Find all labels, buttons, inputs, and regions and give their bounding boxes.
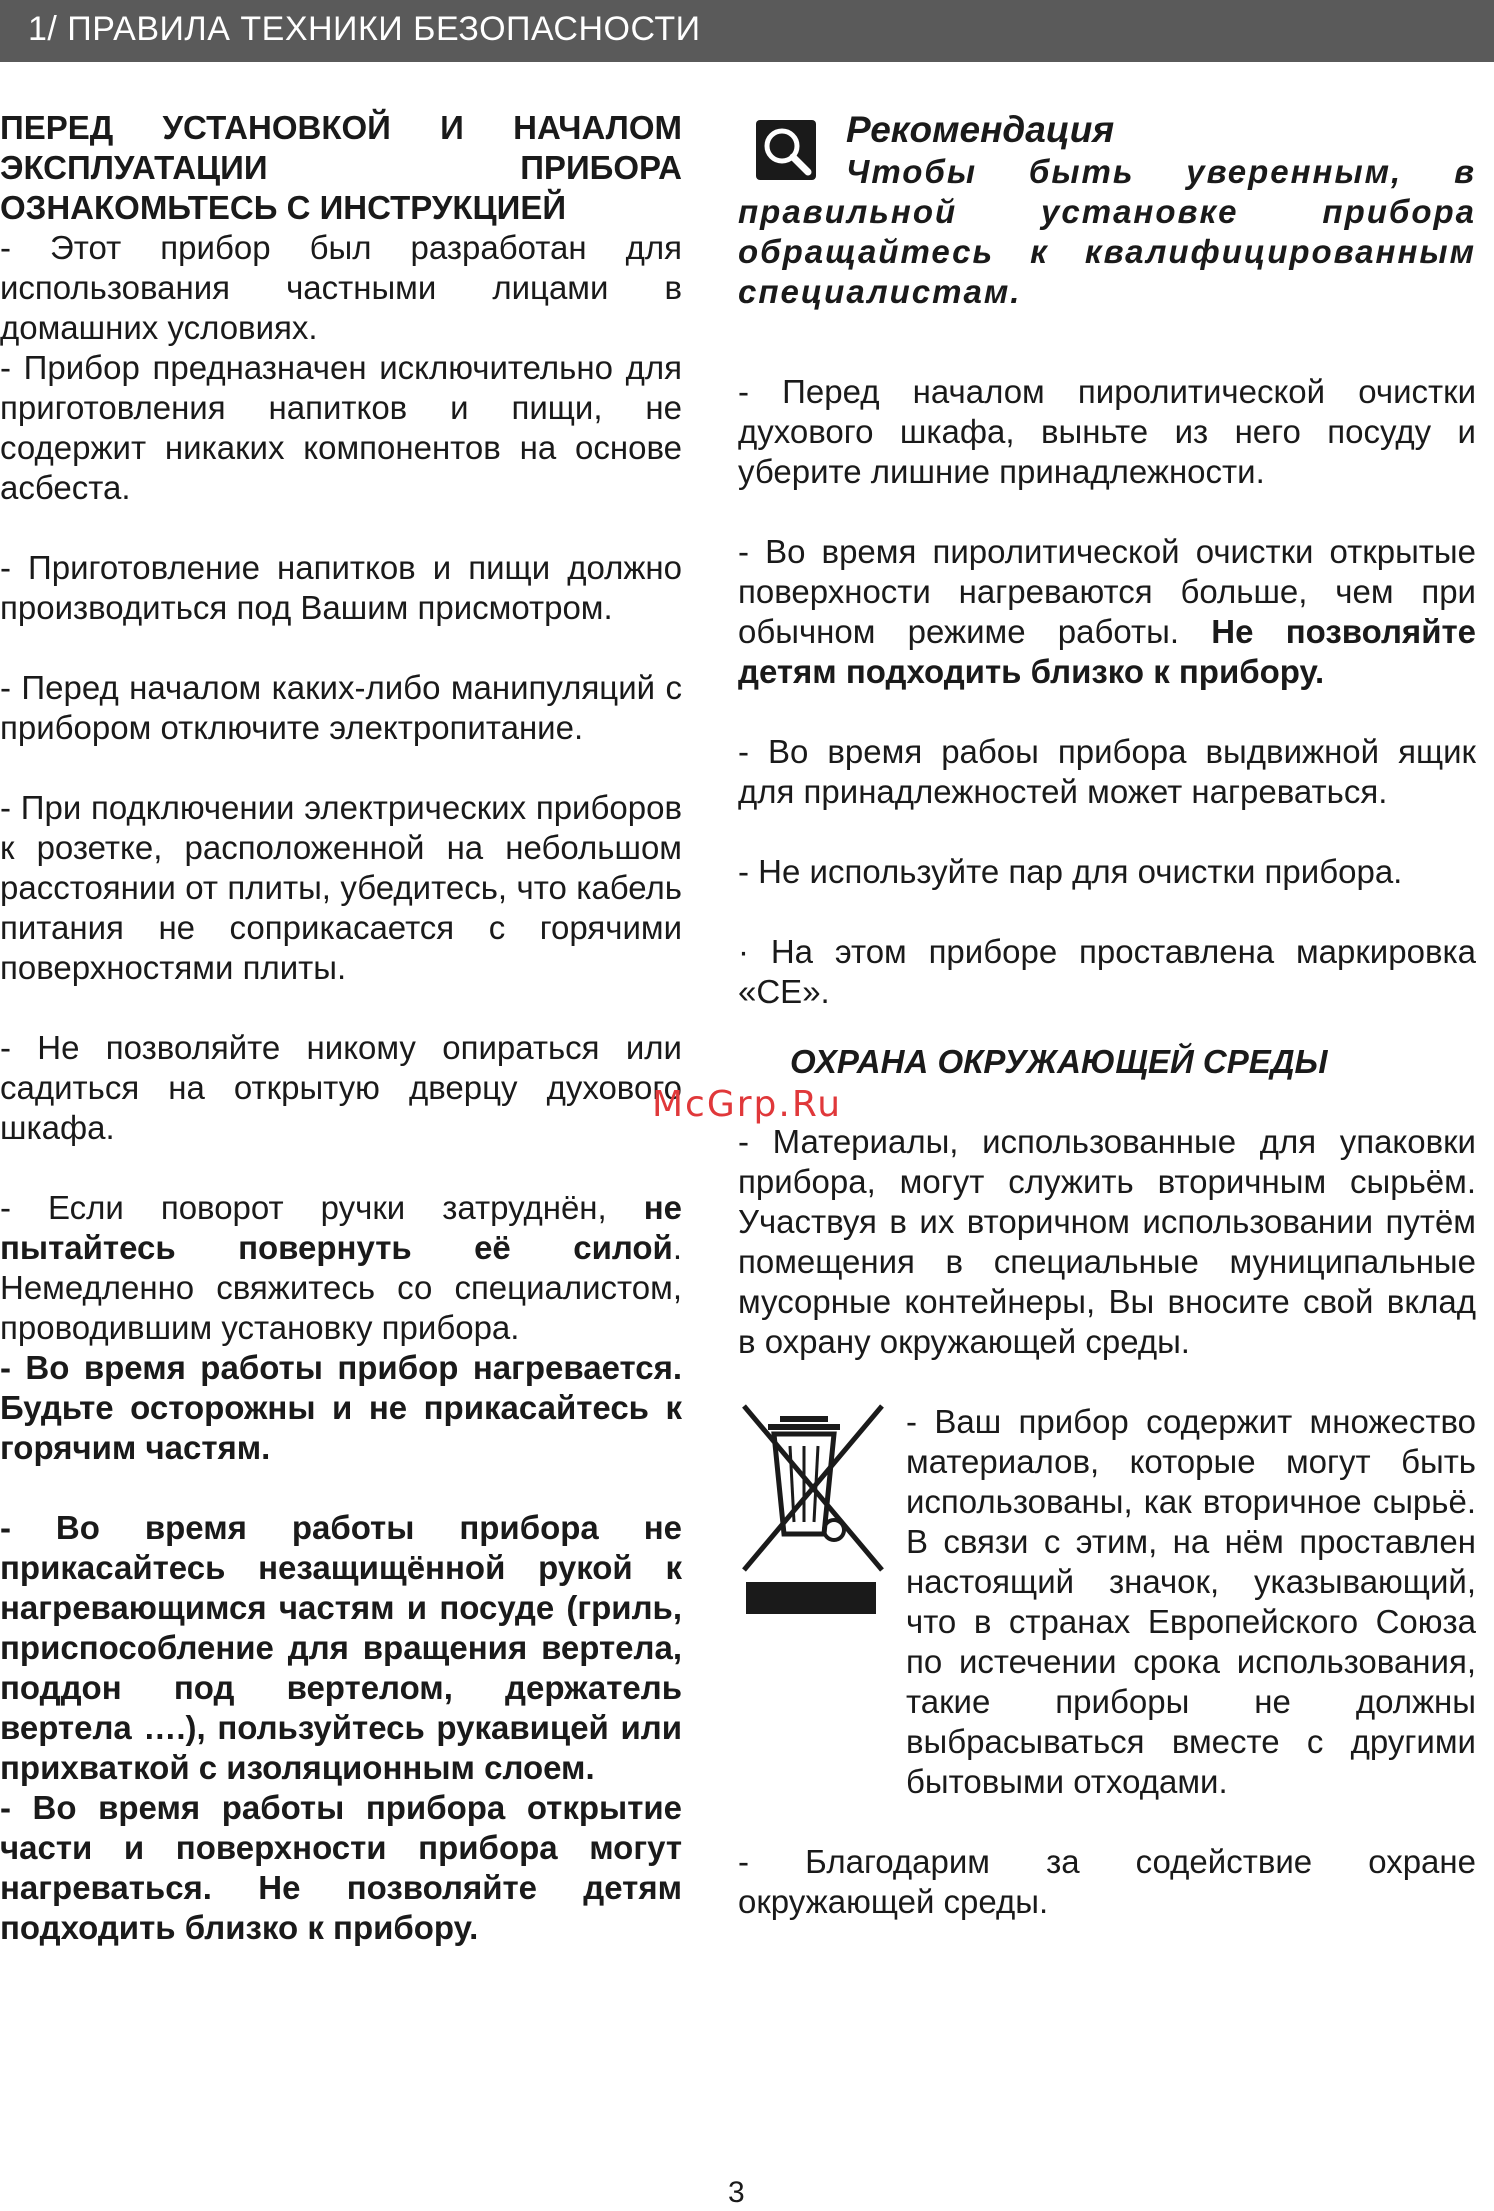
paragraph (0, 1348, 682, 1468)
paragraph: - Не позволяйте никому опираться или садиться на открытую дверцу духового шкафа. (0, 1029, 682, 1146)
text: - Ваш прибор содержит множество материалов, которые могут быть использованы, как вторичное сырьё. В связи с этим, на нём проставлен настоящий значок, указывающий, что в странах Европейского Союза по истечении срока использования, такие приборы не должны выбрасываться вместе с другими бытовыми отходами. (906, 1403, 1476, 1800)
paragraph: - Благодарим за содействие охране окружающей среды. (738, 1843, 1476, 1920)
paragraph: - При подключении электрических приборов к розетке, расположенной на небольшом расстоянии от плиты, убедитесь, что кабель питания не соприкасается с горячими поверхностями плиты. (0, 789, 682, 986)
magnifier-icon (756, 120, 816, 180)
section-header: 1/ ПРАВИЛА ТЕХНИКИ БЕЗОПАСНОСТИ (0, 0, 1494, 62)
paragraph: · На этом приборе проставлена маркировка «CE». (738, 933, 1476, 1010)
paragraph (0, 1188, 682, 1348)
recommendation-title: Рекомендация (846, 109, 1115, 150)
environment-heading: ОХРАНА ОКРУЖАЮЩЕЙ СРЕДЫ (790, 1043, 1328, 1080)
instructions-heading: ПЕРЕД УСТАНОВКОЙ И НАЧАЛОМ ЭКСПЛУАТАЦИИ ПРИБОРА ОЗНАКОМЬТЕСЬ С ИНСТРУКЦИЕЙ (0, 109, 682, 226)
paragraph: - Материалы, использованные для упаковки прибора, могут служить вторичным сырьём. Участвуя в их вторичном использовании путём помещения в специальные муниципальные мусорные контейнеры, Вы вносите свой вклад в охрану окружающей среды. (738, 1123, 1476, 1360)
paragraph: - Приготовление напитков и пищи должно производиться под Вашим присмотром. (0, 549, 682, 626)
right-column (738, 108, 1476, 1962)
text: . Немедленно свяжитесь со специалистом, проводившим установку прибора. (0, 1229, 682, 1346)
text: - Если поворот ручки затруднён, (0, 1189, 644, 1226)
weee-bar (746, 1582, 876, 1614)
weee-block (738, 1402, 1476, 1802)
recommendation-body: Чтобы быть уверенным, в правильной установке прибора обращайтесь к квалифицированным специалистам. (738, 153, 1476, 310)
paragraph: - Этот прибор был разработан для использования частными лицами в домашних условиях. (0, 229, 682, 346)
bold-text: не пытайтесь повернуть её силой (0, 1189, 682, 1266)
paragraph: - Перед началом каких-либо манипуляций с прибором отключите электропитание. (0, 669, 682, 746)
recommendation-box (738, 108, 1476, 312)
bold-text: Не позволяйте детям подходить близко к прибору. (738, 613, 1476, 690)
bold-text: - Во время работы прибора открытие части и поверхности прибора могут нагреваться. Не позволяйте детям подходить близко к прибору. (0, 1789, 682, 1946)
paragraph (0, 1508, 682, 1788)
crossed-bin-icon (738, 1402, 888, 1612)
bold-text: - Во время работы прибор нагревается. Будьте осторожны и не прикасайтесь к горячим частям. (0, 1349, 682, 1466)
paragraph: - Прибор предназначен исключительно для приготовления напитков и пищи, не содержит никаких компонентов на основе асбеста. (0, 349, 682, 506)
bold-text: - Во время работы прибора не прикасайтесь незащищённой рукой к нагревающимся частям и посуде (гриль, приспособление для вращения вертела, поддон под вертелом, держатель вертела ….), пользуйтесь рукавицей или прихваткой с изоляционным слоем. (0, 1509, 682, 1786)
text: - Во время пиролитической очистки открытые поверхности нагреваются больше, чем при обычном режиме работы. (738, 533, 1476, 650)
paragraph (0, 1788, 682, 1948)
page-number: 3 (728, 2176, 745, 2209)
left-column (0, 108, 682, 1988)
paragraph: - Перед началом пиролитической очистки духового шкафа, выньте из него посуду и уберите лишние принадлежности. (738, 373, 1476, 490)
watermark: McGrp.Ru (652, 1084, 843, 1125)
paragraph: - Не используйте пар для очистки прибора. (738, 853, 1403, 890)
paragraph (738, 532, 1476, 692)
paragraph: - Во время рабоы прибора выдвижной ящик для принадлежностей может нагреваться. (738, 733, 1476, 810)
